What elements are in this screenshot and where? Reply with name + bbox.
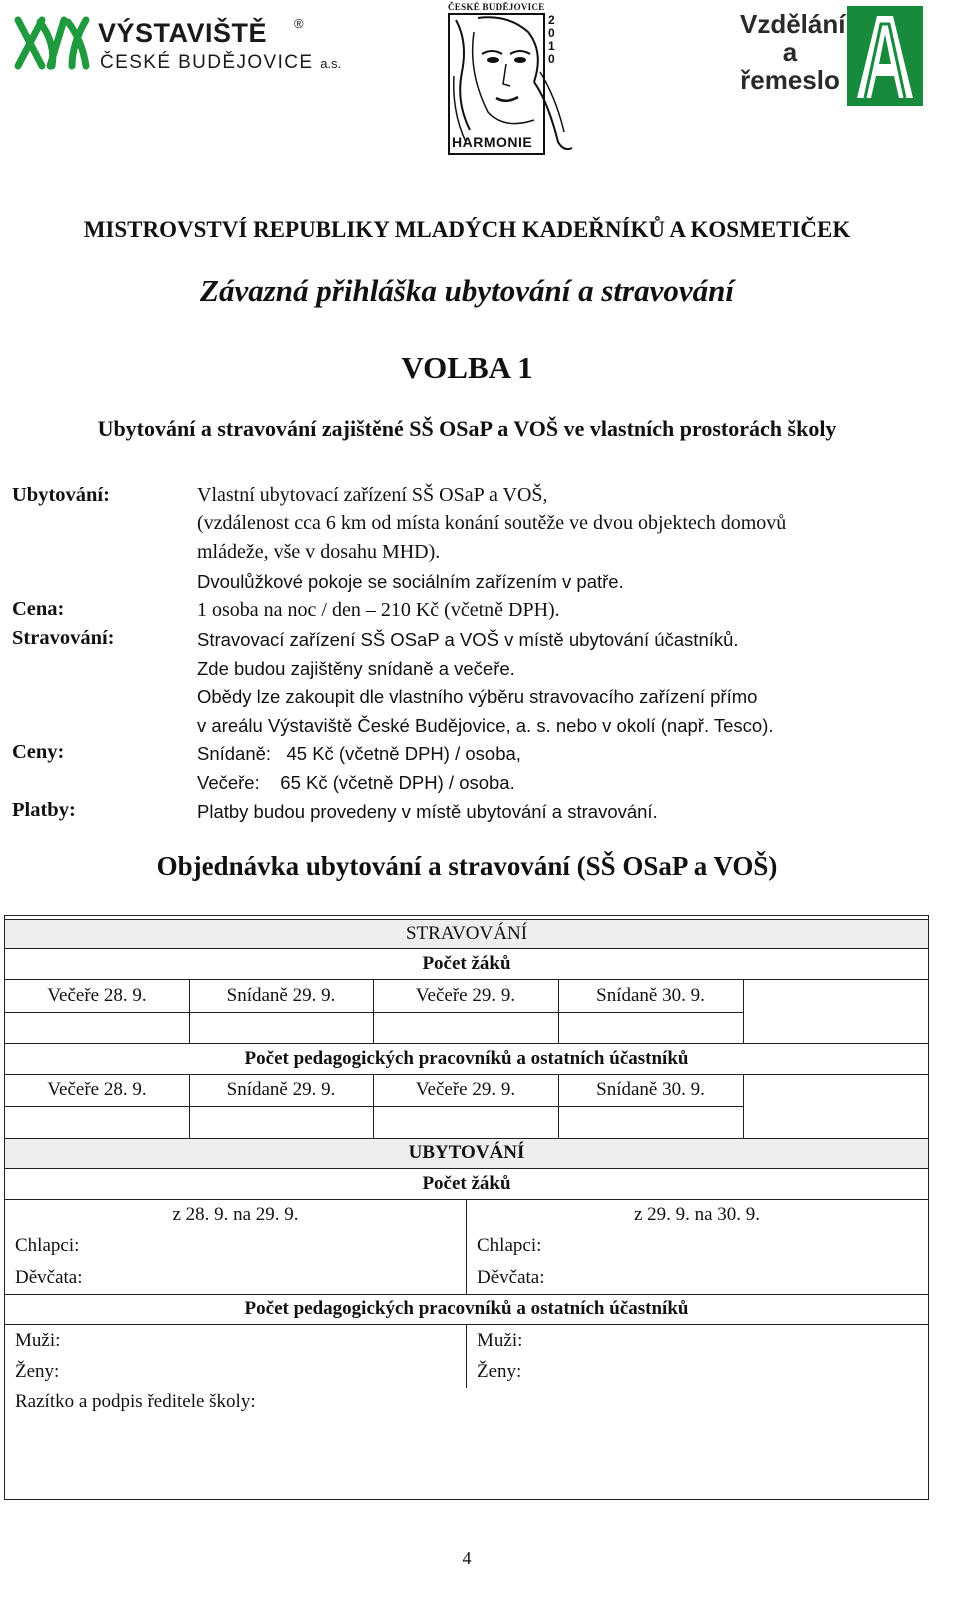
zeny-label: Ženy: <box>477 1361 522 1382</box>
rule <box>5 1012 743 1013</box>
vystaviste-as: a.s. <box>320 56 342 71</box>
vystaviste-city-text: ČESKÉ BUDĚJOVICE <box>100 52 314 73</box>
vzdelani-line3: řemeslo <box>740 65 840 95</box>
chlapci-label: Chlapci: <box>15 1235 80 1256</box>
stamp-signature-label: Razítko a podpis ředitele školy: <box>15 1391 256 1412</box>
vystaviste-emblem-icon <box>12 14 92 72</box>
rule <box>466 1324 467 1388</box>
rule <box>5 979 928 980</box>
meal-label: Večeře 28. 9. <box>47 985 147 1006</box>
night-label: z 29. 9. na 30. 9. <box>633 1204 761 1225</box>
pedagog-label: Počet pedagogických pracovníků a ostatních účastníků <box>244 1298 689 1319</box>
rule <box>743 979 744 1043</box>
label-ceny: Ceny: <box>12 741 65 763</box>
meal-label: Snídaně 30. 9. <box>596 1079 705 1100</box>
pocet-zaku-label: Počet žáků <box>422 1173 511 1194</box>
meal-label: Večeře 28. 9. <box>47 1079 147 1100</box>
rule <box>5 1106 743 1107</box>
label-cena: Cena: <box>12 598 65 620</box>
meal-label: Snídaně 30. 9. <box>596 985 705 1006</box>
vzdelani-line2: a <box>782 37 798 67</box>
page-number: 4 <box>462 1548 472 1568</box>
order-title: Objednávka ubytování a stravování (SŠ OSaP a VOŠ) <box>156 851 778 881</box>
form-title: Závazná přihláška ubytování a stravování <box>200 273 734 308</box>
info-line: (vzdálenost cca 6 km od místa konání soutěže ve dvou objektech domovů <box>197 512 787 534</box>
rule <box>743 1074 744 1138</box>
zeny-label: Ženy: <box>15 1361 60 1382</box>
label-ubytovani: Ubytování: <box>12 484 110 506</box>
info-line: Večeře: 65 Kč (včetně DPH) / osoba. <box>197 772 515 793</box>
info-line: Platby budou provedeny v místě ubytování a stravování. <box>197 801 658 822</box>
stravovani-header: STRAVOVÁNÍ <box>405 923 528 944</box>
info-line: v areálu Výstaviště České Budějovice, a. s. nebo v okolí (např. Tesco). <box>197 715 774 736</box>
ubytovani-header: UBYTOVÁNÍ <box>408 1142 525 1163</box>
chlapci-label: Chlapci: <box>477 1235 542 1256</box>
vystaviste-logo <box>12 14 342 76</box>
label-platby: Platby: <box>12 799 76 821</box>
info-line: Obědy lze zakoupit dle vlastního výběru stravovacího zařízení přímo <box>197 686 758 707</box>
meal-label: Večeře 29. 9. <box>415 985 516 1006</box>
letter-a-icon <box>847 6 923 106</box>
option-subtitle: Ubytování a stravování zajištěné SŠ OSaP a VOŠ ve vlastních prostorách školy <box>97 416 837 441</box>
info-line: Zde budou zajištěny snídaně a večeře. <box>197 658 515 679</box>
info-line: Snídaně: 45 Kč (včetně DPH) / osoba, <box>197 743 521 764</box>
night-label: z 28. 9. na 29. 9. <box>172 1204 299 1225</box>
vzdelani-box <box>847 6 923 106</box>
pocet-zaku-label: Počet žáků <box>422 953 511 974</box>
muzi-label: Muži: <box>477 1330 523 1351</box>
info-line: Stravovací zařízení SŠ OSaP a VOŠ v místě ubytování účastníků. <box>197 629 739 650</box>
pedagog-label: Počet pedagogických pracovníků a ostatních účastníků <box>244 1048 689 1069</box>
vzdelani-line1: Vzdělání <box>740 9 846 39</box>
label-stravovani: Stravování: <box>12 627 115 649</box>
vystaviste-name: VÝSTAVIŠTĚ <box>98 18 268 48</box>
meal-label: Snídaně 29. 9. <box>226 1079 336 1100</box>
info-line: 1 osoba na noc / den – 210 Kč (včetně DPH). <box>197 599 560 621</box>
harmonie-title: HARMONIE <box>452 134 533 150</box>
harmonie-city: ČESKÉ BUDĚJOVICE <box>448 2 545 12</box>
championship-title: MISTROVSTVÍ REPUBLIKY MLADÝCH KADEŘNÍKŮ A KOSMETIČEK <box>83 217 851 242</box>
devcata-label: Děvčata: <box>477 1267 545 1288</box>
harmonie-year: 2010 <box>548 13 555 66</box>
info-line: mládeže, vše v dosahu MHD). <box>197 541 441 563</box>
vzdelani-text <box>740 9 846 95</box>
info-line: Dvoulůžkové pokoje se sociálním zařízením v patře. <box>197 571 624 592</box>
meal-label: Snídaně 29. 9. <box>226 985 336 1006</box>
info-line: Vlastní ubytovací zařízení SŠ OSaP a VOŠ, <box>197 484 548 506</box>
vzdelani-remeslo-logo <box>740 6 925 106</box>
option-title: VOLBA 1 <box>401 350 533 385</box>
harmonie-logo <box>448 2 576 157</box>
devcata-label: Děvčata: <box>15 1267 83 1288</box>
registered-mark: ® <box>294 16 304 31</box>
order-form-table <box>4 915 929 1500</box>
muzi-label: Muži: <box>15 1330 61 1351</box>
vystaviste-city <box>100 52 341 74</box>
meal-label: Večeře 29. 9. <box>415 1079 516 1100</box>
